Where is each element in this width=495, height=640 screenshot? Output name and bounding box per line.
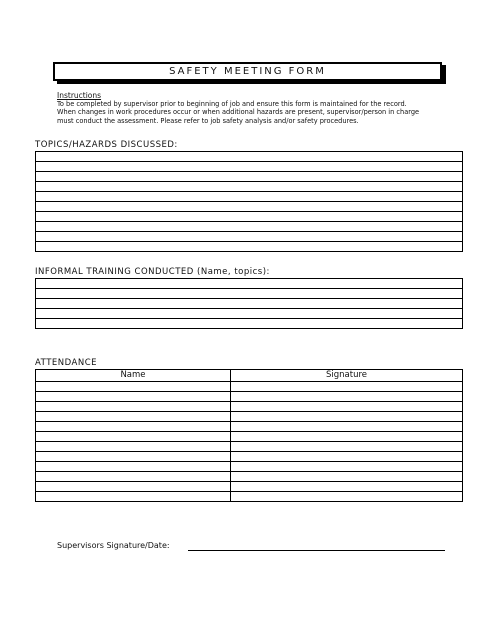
- topics-row[interactable]: [36, 202, 463, 212]
- signature-cell[interactable]: [231, 392, 463, 402]
- line-cell[interactable]: [36, 152, 463, 162]
- instructions-line: To be completed by supervisor prior to beginning of job and ensure this form is maintained for the record.: [57, 100, 407, 108]
- attendance-row[interactable]: [36, 492, 463, 502]
- name-cell[interactable]: [36, 382, 231, 392]
- line-cell[interactable]: [36, 202, 463, 212]
- name-cell[interactable]: [36, 472, 231, 482]
- attendance-row[interactable]: [36, 462, 463, 472]
- training-row[interactable]: [36, 309, 463, 319]
- topics-row[interactable]: [36, 232, 463, 242]
- attendance-table: [35, 369, 463, 502]
- training-row[interactable]: [36, 319, 463, 329]
- topics-row[interactable]: [36, 172, 463, 182]
- attendance-row[interactable]: [36, 452, 463, 462]
- instructions-heading: Instructions: [57, 91, 102, 100]
- attendance-row[interactable]: [36, 442, 463, 452]
- instructions-line: must conduct the assessment. Please refer to job safety analysis and/or safety procedures.: [57, 116, 359, 125]
- training-row[interactable]: [36, 289, 463, 299]
- signature-cell[interactable]: [231, 452, 463, 462]
- topics-row[interactable]: [36, 152, 463, 162]
- signature-cell[interactable]: [231, 482, 463, 492]
- attendance-label: ATTENDANCE: [35, 358, 97, 368]
- attendance-row[interactable]: [36, 392, 463, 402]
- signature-cell[interactable]: [231, 432, 463, 442]
- name-column-header: Name: [36, 370, 231, 382]
- attendance-row[interactable]: [36, 432, 463, 442]
- signature-cell[interactable]: [231, 412, 463, 422]
- line-cell[interactable]: [36, 309, 463, 319]
- topics-row[interactable]: [36, 242, 463, 252]
- form-title: SAFETY MEETING FORM: [53, 62, 442, 81]
- line-cell[interactable]: [36, 299, 463, 309]
- name-cell[interactable]: [36, 432, 231, 442]
- name-cell[interactable]: [36, 492, 231, 502]
- line-cell[interactable]: [36, 212, 463, 222]
- line-cell[interactable]: [36, 242, 463, 252]
- line-cell[interactable]: [36, 279, 463, 289]
- attendance-row[interactable]: [36, 382, 463, 392]
- line-cell[interactable]: [36, 182, 463, 192]
- name-cell[interactable]: [36, 392, 231, 402]
- attendance-row[interactable]: [36, 422, 463, 432]
- name-cell[interactable]: [36, 442, 231, 452]
- signature-cell[interactable]: [231, 462, 463, 472]
- supervisor-signature-line[interactable]: [188, 550, 445, 551]
- name-cell[interactable]: [36, 482, 231, 492]
- training-table: [35, 278, 463, 329]
- signature-cell[interactable]: [231, 492, 463, 502]
- line-cell[interactable]: [36, 162, 463, 172]
- line-cell[interactable]: [36, 289, 463, 299]
- line-cell[interactable]: [36, 319, 463, 329]
- topics-row[interactable]: [36, 182, 463, 192]
- attendance-row[interactable]: [36, 482, 463, 492]
- signature-column-header: Signature: [231, 370, 463, 382]
- supervisor-signature-label: Supervisors Signature/Date:: [57, 541, 170, 550]
- name-cell[interactable]: [36, 412, 231, 422]
- line-cell[interactable]: [36, 172, 463, 182]
- topics-row[interactable]: [36, 212, 463, 222]
- signature-cell[interactable]: [231, 442, 463, 452]
- topics-row[interactable]: [36, 222, 463, 232]
- attendance-row[interactable]: [36, 472, 463, 482]
- topics-label: TOPICS/HAZARDS DISCUSSED:: [35, 140, 178, 150]
- topics-table: [35, 151, 463, 252]
- topics-row[interactable]: [36, 162, 463, 172]
- training-row[interactable]: [36, 279, 463, 289]
- attendance-header-row: [36, 370, 463, 382]
- line-cell[interactable]: [36, 192, 463, 202]
- name-cell[interactable]: [36, 462, 231, 472]
- line-cell[interactable]: [36, 222, 463, 232]
- name-cell[interactable]: [36, 452, 231, 462]
- line-cell[interactable]: [36, 232, 463, 242]
- signature-cell[interactable]: [231, 402, 463, 412]
- name-cell[interactable]: [36, 422, 231, 432]
- name-cell[interactable]: [36, 402, 231, 412]
- signature-cell[interactable]: [231, 382, 463, 392]
- training-row[interactable]: [36, 299, 463, 309]
- signature-cell[interactable]: [231, 422, 463, 432]
- instructions-line: When changes in work procedures occur or when additional hazards are present, supervisor/person in charge: [57, 108, 420, 117]
- attendance-row[interactable]: [36, 412, 463, 422]
- topics-row[interactable]: [36, 192, 463, 202]
- training-label: INFORMAL TRAINING CONDUCTED (Name, topics):: [35, 267, 270, 277]
- signature-cell[interactable]: [231, 472, 463, 482]
- instructions-text: [57, 100, 432, 125]
- attendance-row[interactable]: [36, 402, 463, 412]
